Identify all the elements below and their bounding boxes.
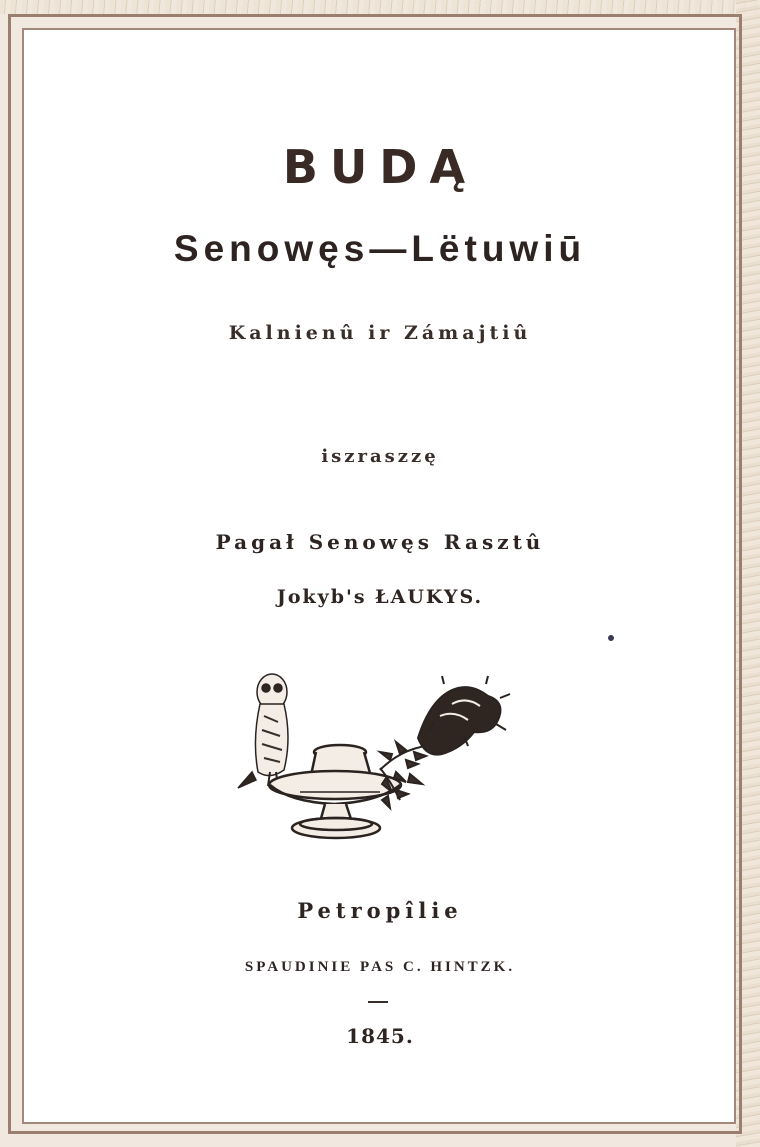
imprint-place: Petropîlie (297, 898, 463, 923)
owl-and-oil-lamp-icon (230, 660, 520, 850)
author-name: Jokyb's ŁAUKYS. (276, 586, 484, 608)
separator-dash (368, 1001, 388, 1003)
source-line: Pagał Senowęs Rasztû (215, 530, 545, 554)
oil-lamp-icon (269, 745, 401, 838)
imprint-printer: SPAUDINIE PAS C. HINTZK. (244, 959, 516, 975)
flame-icon (418, 676, 510, 755)
imprint-year: 1845. (346, 1024, 414, 1048)
by-line: iszraszzę (321, 446, 439, 467)
branch-icon (380, 742, 426, 808)
owl-icon (238, 674, 288, 788)
page-edge-top (0, 0, 760, 14)
book-subtitle: Senowęs—Lëtuwiū (173, 228, 587, 269)
ink-speck (608, 635, 614, 641)
book-title: BUDĄ (282, 140, 478, 194)
book-subtitle-secondary: Kalnienû ir Zámajtiû (228, 322, 532, 344)
